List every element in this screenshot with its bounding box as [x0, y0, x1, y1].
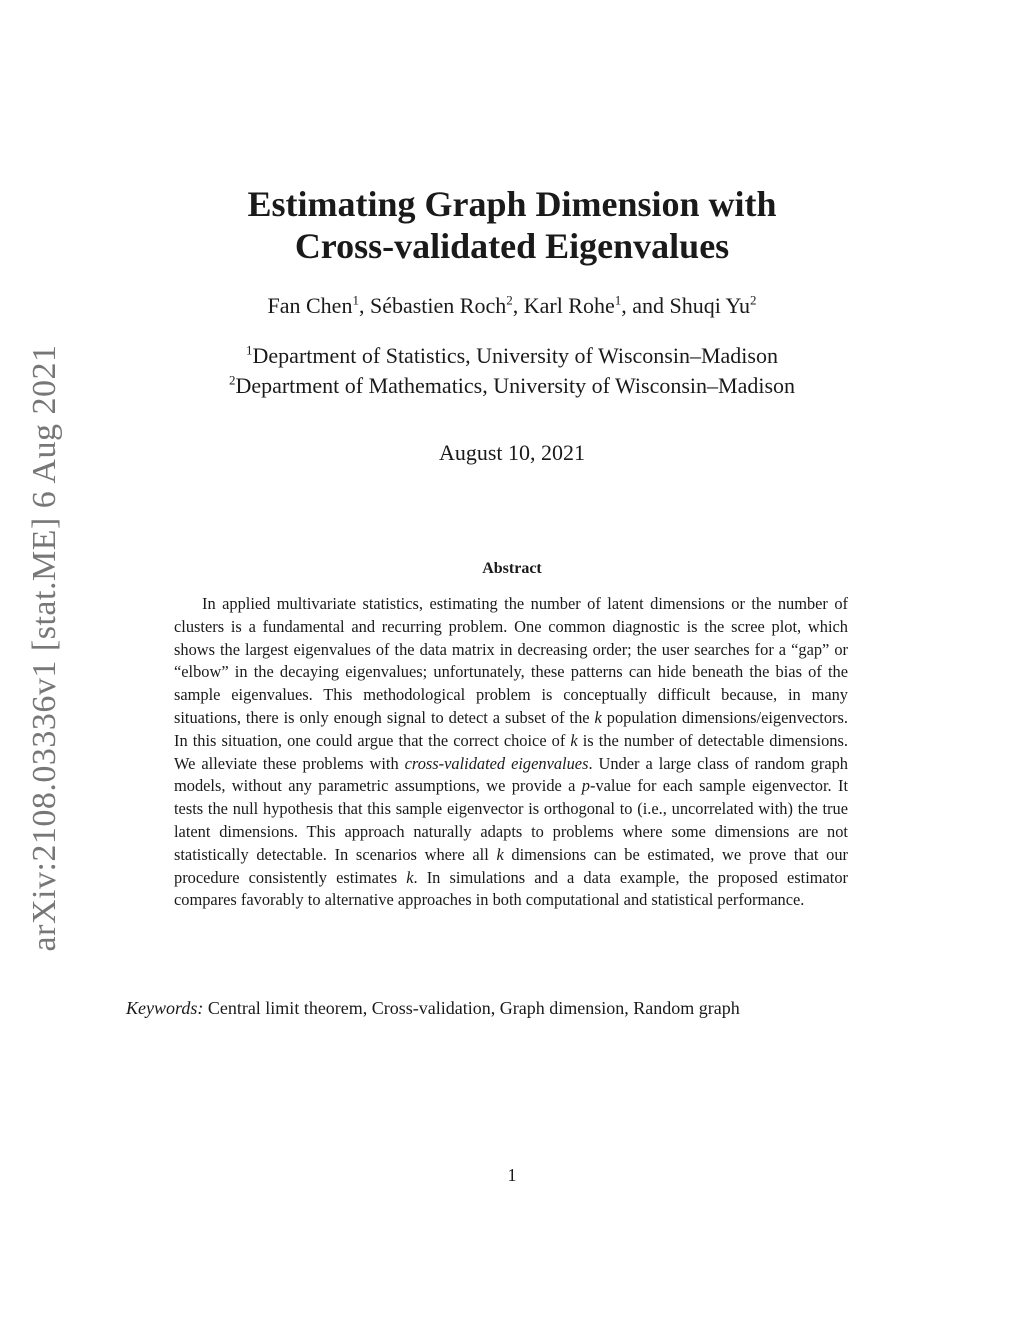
abstract-body [174, 593, 848, 912]
abstract-text: population dimensions/eigenvectors. In this situation, one could argue that the correct choice of [174, 707, 848, 750]
keywords-label: Keywords: [126, 998, 204, 1018]
math-variable: k [406, 867, 414, 887]
author-separator: , [358, 293, 370, 318]
affiliation-2 [0, 373, 1024, 399]
abstract-text: dimensions can be estimated, we prove that our procedure consistently estimates [174, 844, 848, 887]
math-variable: k [594, 707, 602, 727]
keywords-text: Central limit theorem, Cross-validation, Graph dimension, Random graph [203, 998, 740, 1018]
arxiv-identifier-stamp: arXiv:2108.03336v1 [stat.ME] 6 Aug 2021 [26, 344, 63, 952]
paper-title [0, 183, 1024, 267]
author-list [0, 293, 1024, 319]
author-affiliation-mark: 1 [614, 292, 622, 308]
author-name: Karl Rohe [523, 293, 615, 318]
title-line-1: Estimating Graph Dimension with [247, 184, 777, 224]
author-affiliation-mark: 1 [352, 292, 359, 308]
keywords-line [126, 998, 866, 1019]
author-separator: , and [621, 293, 670, 318]
title-line-2: Cross-validated Eigenvalues [294, 226, 730, 266]
abstract-text: In applied multivariate statistics, estimating the number of latent dimensions or the number of clusters is a fundamental and recurring problem. One common diagnostic is the scree plot, which shows the largest eigenvalues of the data matrix in decreasing order; the user searches for a “gap” or “elbow” in the decaying eigenvalues; unfortunately, these patterns can hide beneath the bias of the sample eigenvalues. This methodological problem is conceptually difficult because, in many situations, there is only enough signal to detect a subset of the [174, 594, 848, 727]
abstract-text: is the number of detectable dimensions. We alleviate these problems with [174, 730, 848, 773]
author-name: Fan Chen [267, 293, 353, 318]
page-number: 1 [507, 1165, 517, 1185]
author-affiliation-mark: 2 [506, 292, 513, 308]
affiliation-text: Department of Statistics, University of Wisconsin–Madison [252, 343, 778, 368]
abstract-text: -value for each sample eigenvector. It tests the null hypothesis that this sample eigenvector is orthogonal to (i.e., uncorrelated with) the true latent dimensions. This approach naturally adapts to problems where some dimensions are not statistically detectable. In scenarios where all [174, 776, 848, 864]
affiliation-mark: 2 [228, 372, 236, 388]
abstract-text: . In simulations and a data example, the proposed estimator compares favorably to alternative approaches in both computational and statistical performance. [174, 867, 848, 910]
affiliation-mark: 1 [246, 342, 253, 358]
author-affiliation-mark: 2 [750, 292, 757, 308]
author-separator: , [512, 293, 524, 318]
author-name: Sébastien Roch [369, 293, 507, 318]
affiliation-1 [0, 343, 1024, 369]
abstract-heading: Abstract [482, 560, 542, 577]
math-variable: p [581, 776, 590, 796]
affiliation-text: Department of Mathematics, University of Wisconsin–Madison [235, 373, 796, 398]
abstract-text: . Under a large class of random graph models, without any parametric assumptions, we provide a [174, 753, 848, 796]
emphasized-term: cross-validated eigenvalues [404, 753, 589, 773]
author-name: Shuqi Yu [669, 293, 750, 318]
math-variable: k [570, 730, 578, 750]
publication-date: August 10, 2021 [438, 440, 586, 465]
math-variable: k [496, 844, 504, 864]
